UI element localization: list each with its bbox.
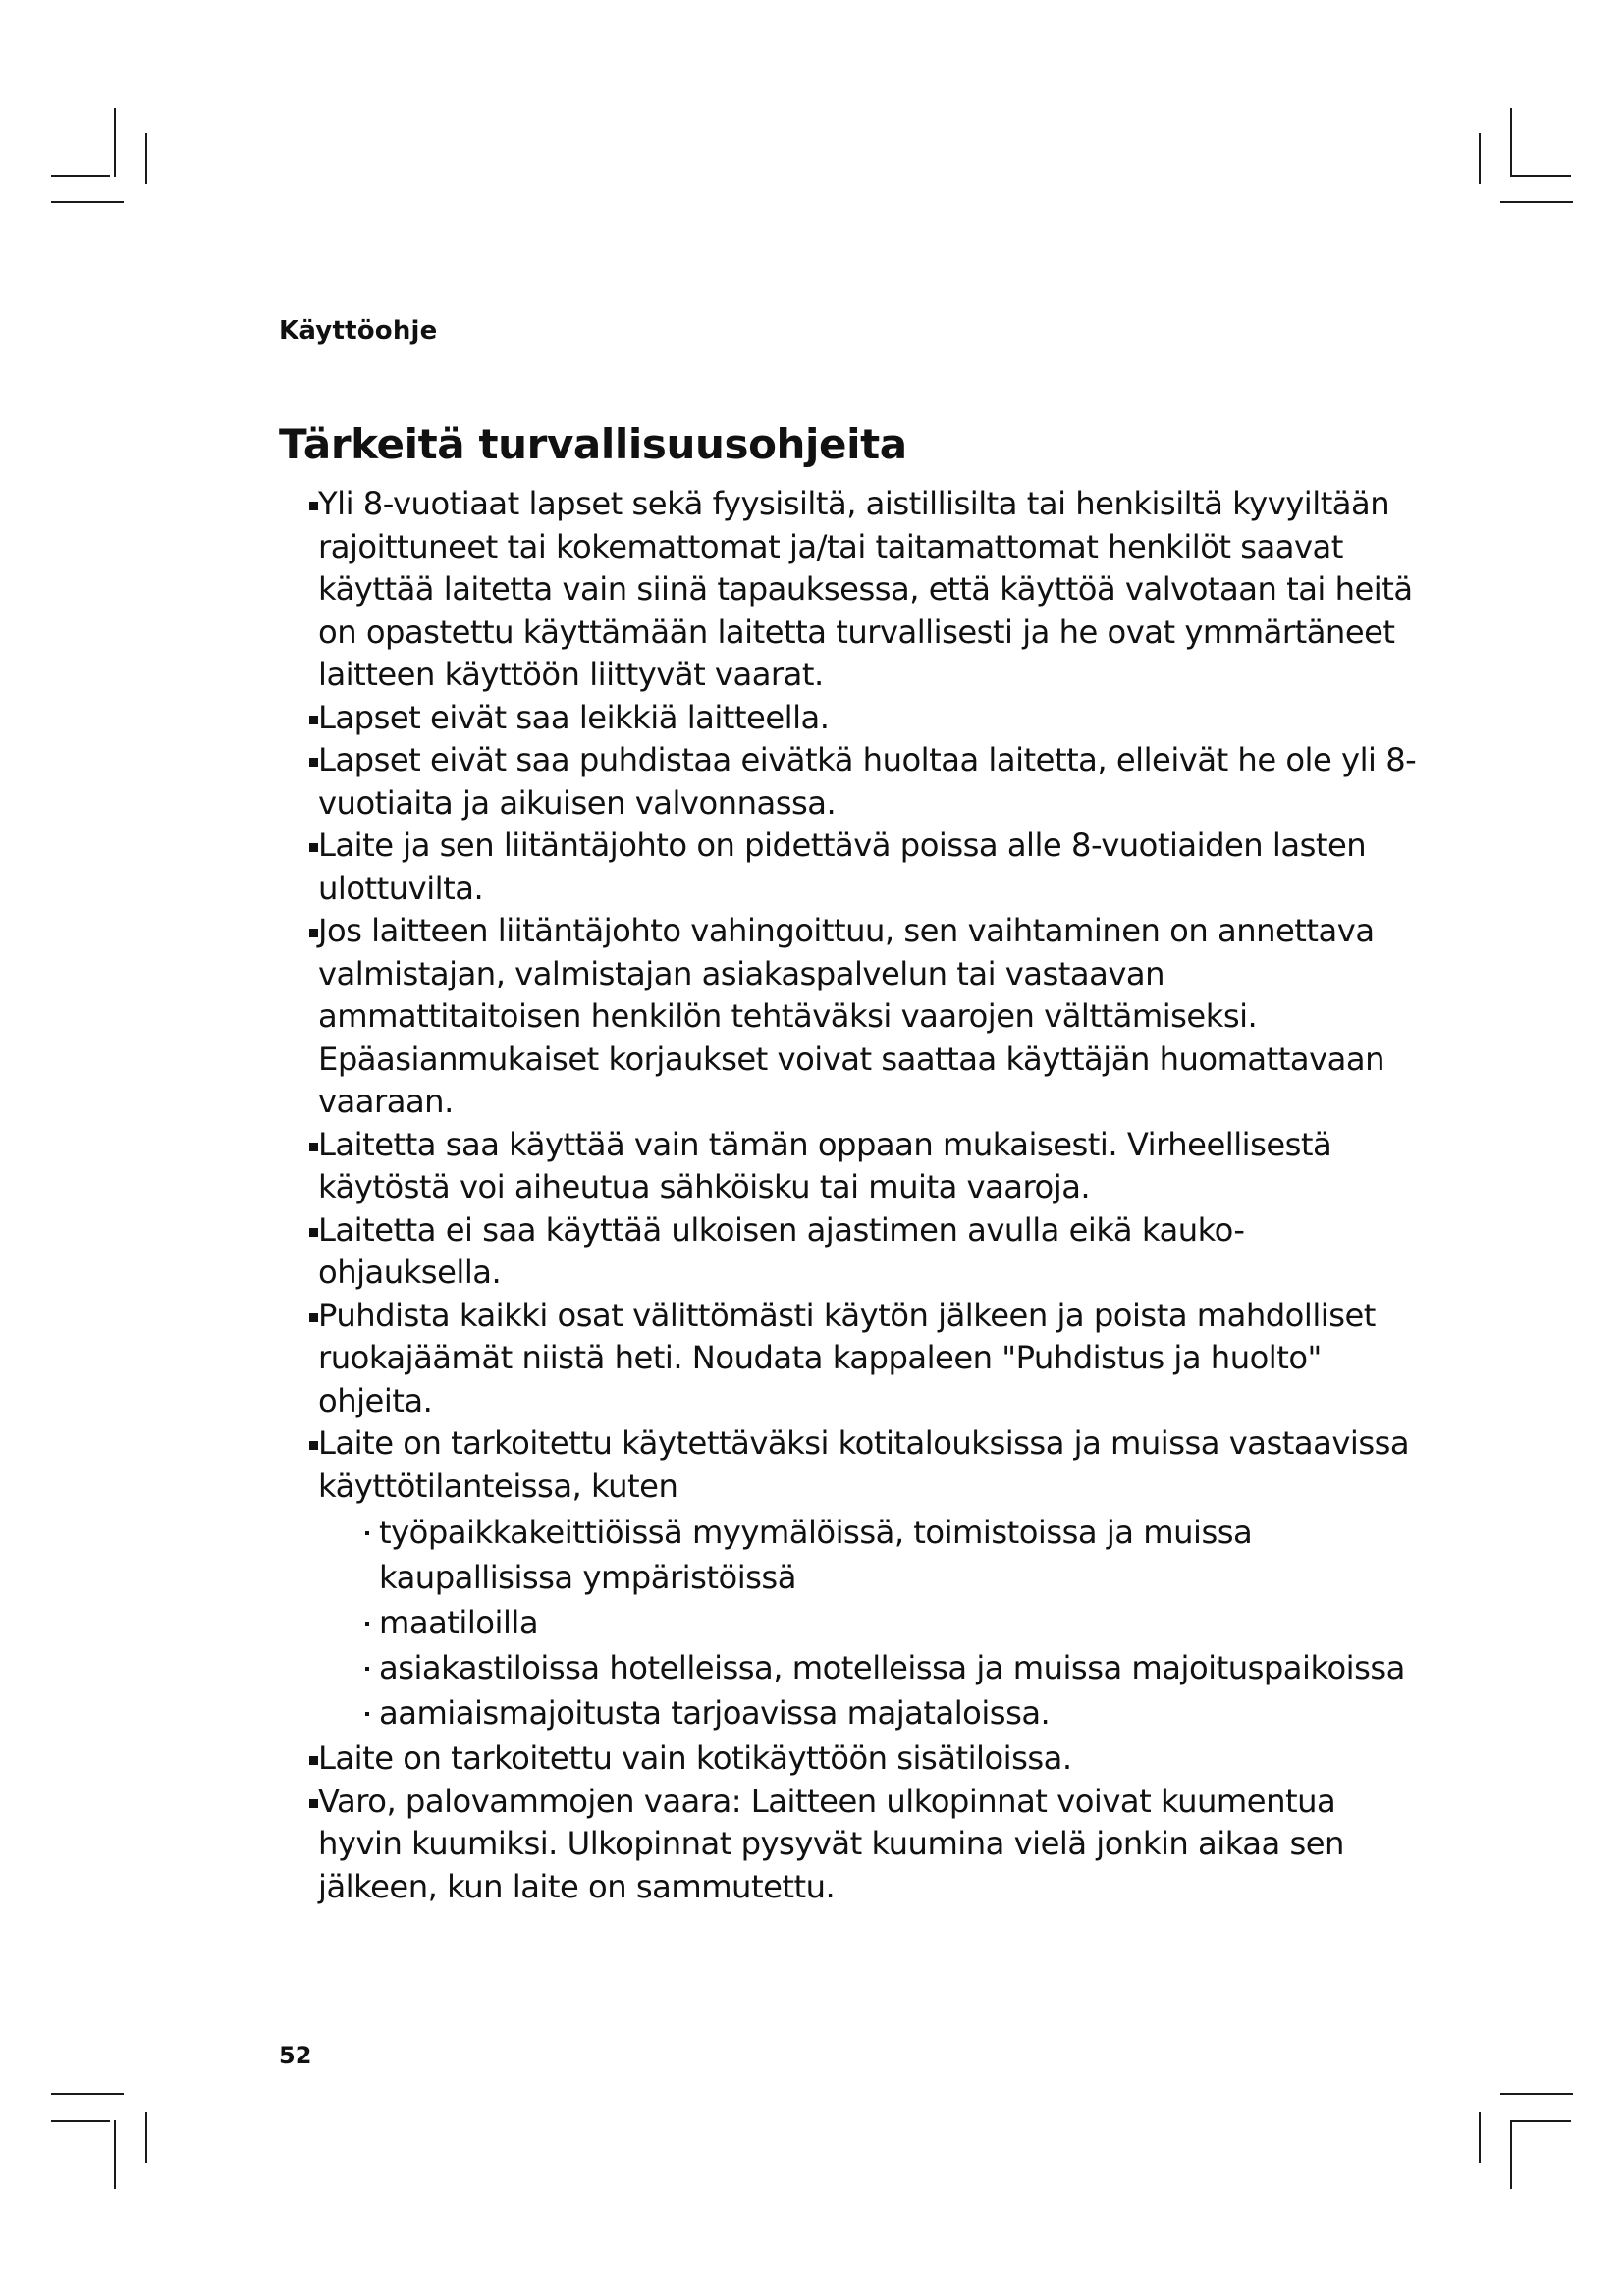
list-item: Jos laitteen liitäntäjohto vahingoittuu, sen vaihtaminen on annettava valmistajan, valmistajan asiakaspalvelun tai vastaavan ammattitaitoisen henkilön tehtäväksi vaarojen välttämiseksi. Epäasianmukaiset korjaukset voivat saattaa käyttäjän huomattavaan vaaraan. [304, 910, 1424, 1124]
crop-mark [51, 2093, 124, 2095]
crop-mark [1500, 2093, 1573, 2095]
list-item: Yli 8-vuotiaat lapset sekä fyysisiltä, aistillisilta tai henkisiltä kyvyiltään rajoittuneet tai kokemattomat ja/tai taitamattomat henkilöt saavat käyttää laitetta vain siinä tapauksessa, että käyttöä valvotaan tai heitä on opastettu käyttämään laitetta turvallisesti ja he ovat ymmärtäneet laitteen käyttöön liittyvät vaarat. [304, 483, 1424, 697]
crop-mark [114, 2120, 116, 2189]
crop-mark [1512, 175, 1571, 177]
intended-use-item [304, 1422, 1424, 1735]
list-item: Lapset eivät saa leikkiä laitteella. [304, 697, 1424, 740]
list-item: Puhdista kaikki osat välittömästi käytön jälkeen ja poista mahdolliset ruokajäämät niistä heti. Noudata kappaleen "Puhdistus ja huolto" ohjeita. [304, 1295, 1424, 1423]
crop-mark [1479, 2112, 1481, 2163]
crop-mark [1510, 108, 1512, 177]
list-item: Laitetta ei saa käyttää ulkoisen ajastimen avulla eikä kauko-ohjauksella. [304, 1209, 1424, 1295]
intended-use-text: Laite on tarkoitettu käytettäväksi kotitalouksissa ja muissa vastaavissa käyttötilanteissa, kuten [318, 1424, 1410, 1505]
crop-mark [1510, 2120, 1512, 2189]
list-item: Laite on tarkoitettu vain kotikäyttöön sisätiloissa. [304, 1737, 1424, 1781]
list-item: Laitetta saa käyttää vain tämän oppaan mukaisesti. Virheellisestä käytöstä voi aiheutua sähköisku tai muita vaaroja. [304, 1124, 1424, 1209]
list-item: Laite ja sen liitäntäjohto on pidettävä poissa alle 8-vuotiaiden lasten ulottuvilta. [304, 825, 1424, 910]
running-header: Käyttöohje [279, 316, 438, 346]
sub-list-item: asiakastiloissa hotelleissa, motelleissa ja muissa majoituspaikoissa [318, 1645, 1424, 1690]
sub-list-item: maatiloilla [318, 1600, 1424, 1645]
crop-mark [1479, 133, 1481, 184]
crop-mark [114, 108, 116, 177]
safety-instruction-list [304, 483, 1424, 1908]
crop-mark [51, 2120, 110, 2122]
list-item: Varo, palovammojen vaara: Laitteen ulkopinnat voivat kuumentua hyvin kuumiksi. Ulkopinnat pysyvät kuumina vielä jonkin aikaa sen jälkeen, kun laite on sammutettu. [304, 1781, 1424, 1909]
crop-mark [51, 175, 110, 177]
list-item: Lapset eivät saa puhdistaa eivätkä huoltaa laitetta, elleivät he ole yli 8-vuotiaita ja aikuisen valvonnassa. [304, 739, 1424, 825]
section-title: Tärkeitä turvallisuusohjeita [279, 420, 907, 468]
sub-list-item: aamiaismajoitusta tarjoavissa majataloissa. [318, 1690, 1424, 1735]
intended-use-examples [318, 1510, 1424, 1735]
crop-mark [145, 2112, 147, 2163]
crop-mark [51, 201, 124, 203]
crop-mark [145, 133, 147, 184]
crop-mark [1500, 201, 1573, 203]
page-number: 52 [279, 2042, 312, 2069]
crop-mark [1512, 2120, 1571, 2122]
sub-list-item: työpaikkakeittiöissä myymälöissä, toimistoissa ja muissa kaupallisissa ympäristöissä [318, 1510, 1424, 1600]
